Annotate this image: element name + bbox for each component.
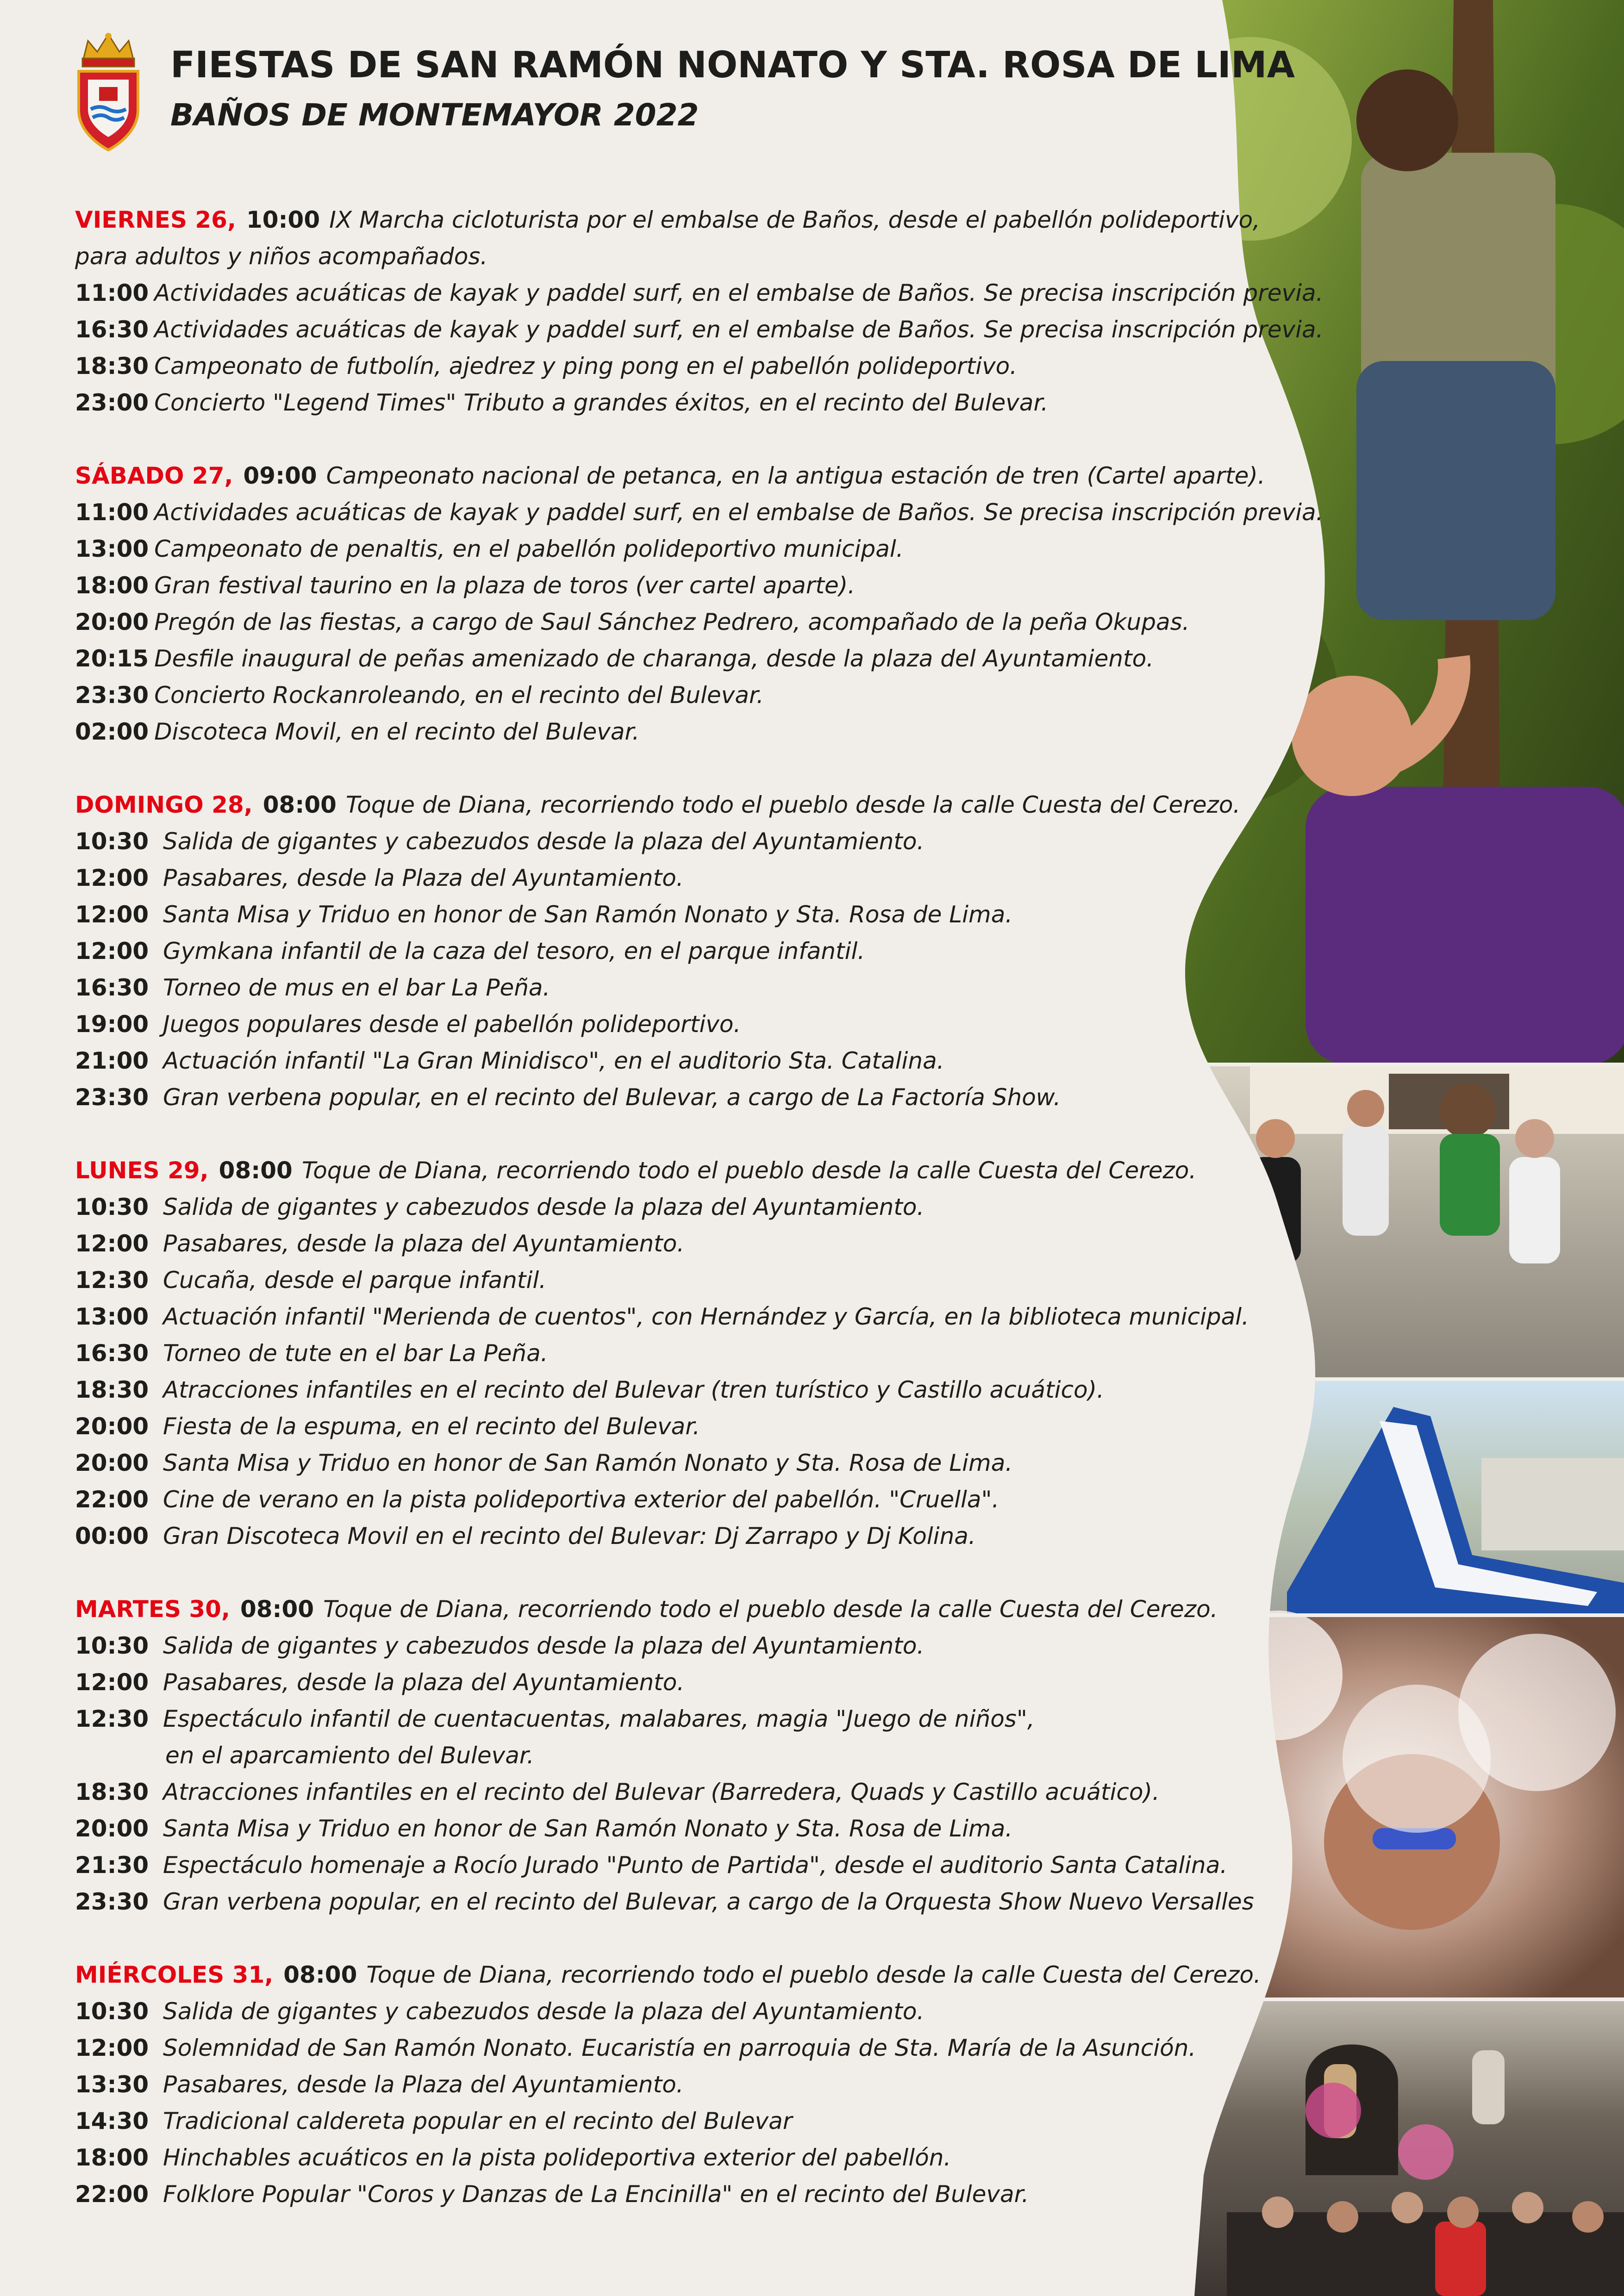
event-description: IX Marcha cicloturista por el embalse de Baños, desde el pabellón polideportivo, [329,206,1260,233]
event-row [75,1701,1279,1737]
event-row [75,348,1279,385]
event-description: Juegos populares desde el pabellón polideportivo. [163,1011,741,1038]
event-row [75,494,1324,531]
day-section [75,1591,1279,1920]
event-description: Santa Misa y Triduo en honor de San Ramón Nonato y Sta. Rosa de Lima. [163,1815,1013,1842]
event-time: 21:00 [75,1047,149,1074]
event-time: 00:00 [75,1523,149,1549]
event-time: 14:30 [75,2108,149,2134]
event-description: Salida de gigantes y cabezudos desde la plaza del Ayuntamiento. [163,828,924,855]
event-description: Toque de Diana, recorriendo todo el pueblo desde la calle Cuesta del Cerezo. [301,1157,1197,1184]
day-label: DOMINGO 28, [75,791,253,818]
event-description: Salida de gigantes y cabezudos desde la plaza del Ayuntamiento. [163,1632,924,1659]
event-time: 02:00 [75,718,149,745]
event-time: 12:00 [75,1230,149,1257]
event-row [75,860,1279,896]
event-description: Concierto "Legend Times" Tributo a grandes éxitos, en el recinto del Bulevar. [154,389,1049,416]
event-description: Toque de Diana, recorriendo todo el pueblo desde la calle Cuesta del Cerezo. [366,1961,1261,1988]
event-row [75,385,1279,421]
event-description: Gran Discoteca Movil en el recinto del Bulevar: Dj Zarrapo y Dj Kolina. [163,1523,976,1549]
event-description: Atracciones infantiles en el recinto del Bulevar (tren turístico y Castillo acuático). [163,1376,1105,1403]
event-row [75,1811,1279,1847]
event-description: Torneo de mus en el bar La Peña. [163,974,550,1001]
event-row [75,2103,1279,2140]
event-time: 20:00 [75,609,149,635]
day-section [75,787,1279,1116]
event-description: Salida de gigantes y cabezudos desde la plaza del Ayuntamiento. [163,1194,924,1220]
event-description: Cine de verano en la pista polideportiva exterior del pabellón. "Cruella". [163,1486,999,1513]
event-description: Torneo de tute en el bar La Peña. [163,1340,548,1367]
event-time: 18:00 [75,572,149,599]
event-time: 13:30 [75,2071,149,2098]
event-time: 16:30 [75,316,149,343]
event-row [75,1445,1279,1481]
event-description: Pregón de las fiestas, a cargo de Saul Sánchez Pedrero, acompañado de la peña Okupas. [154,609,1190,635]
event-description: Salida de gigantes y cabezudos desde la plaza del Ayuntamiento. [163,1998,924,2025]
event-time: 18:00 [75,2144,149,2171]
event-description: Discoteca Movil, en el recinto del Bulevar. [154,718,640,745]
day-section [75,1957,1279,2213]
event-row [75,1628,1279,1664]
event-row [75,823,1279,860]
event-time: 12:00 [75,2035,149,2061]
day-section [75,458,1324,750]
event-description: Fiesta de la espuma, en el recinto del Bulevar. [163,1413,700,1440]
event-continuation [75,1737,1279,1774]
event-time: 12:00 [75,938,149,964]
event-time: 22:00 [75,1486,149,1513]
event-description-cont: para adultos y niños acompañados. [75,243,488,270]
event-description: Pasabares, desde la plaza del Ayuntamiento. [163,1230,685,1257]
event-time: 16:30 [75,1340,149,1367]
event-row [75,896,1279,933]
event-time: 18:30 [75,353,149,380]
event-time: 20:15 [75,645,149,672]
day-header [75,202,1279,238]
event-time: 18:30 [75,1779,149,1805]
event-time: 11:00 [75,499,149,526]
event-row [75,1079,1279,1116]
event-row [75,1481,1279,1518]
event-row [75,1993,1279,2030]
event-row [75,1847,1279,1884]
event-row [75,275,1324,311]
event-row [75,531,1279,567]
event-time: 23:00 [75,389,149,416]
event-time: 10:30 [75,1194,149,1220]
event-description: Actividades acuáticas de kayak y paddel surf, en el embalse de Baños. Se precisa inscripción previa. [154,499,1324,526]
event-description: Gran festival taurino en la plaza de toros (ver cartel aparte). [154,572,856,599]
event-description: Pasabares, desde la Plaza del Ayuntamiento. [163,2071,684,2098]
event-time: 12:30 [75,1705,149,1732]
day-header [75,1152,1279,1189]
event-row [75,1518,1279,1555]
event-row [75,604,1279,641]
event-time: 13:00 [75,535,149,562]
page-subtitle: BAÑOS DE MONTEMAYOR 2022 [170,97,699,133]
event-time: 09:00 [243,462,317,489]
event-row [75,1006,1279,1043]
event-row [75,933,1279,970]
event-row [75,1774,1279,1811]
event-description: Actividades acuáticas de kayak y paddel surf, en el embalse de Baños. Se precisa inscripción previa. [154,280,1324,306]
event-time: 08:00 [240,1596,314,1623]
event-row [75,677,1279,714]
event-time: 23:30 [75,1888,149,1915]
event-description: Folklore Popular "Coros y Danzas de La Encinilla" en el recinto del Bulevar. [163,2181,1029,2208]
event-time: 08:00 [283,1961,357,1988]
day-section [75,202,1324,421]
event-description: Atracciones infantiles en el recinto del Bulevar (Barredera, Quads y Castillo acuático). [163,1779,1160,1805]
page-title: FIESTAS DE SAN RAMÓN NONATO Y STA. ROSA DE LIMA [170,44,1295,86]
event-time: 23:30 [75,682,149,709]
event-description: Gran verbena popular, en el recinto del Bulevar, a cargo de la Orquesta Show Nuevo Versalles [163,1888,1254,1915]
event-time: 23:30 [75,1084,149,1111]
event-time: 11:00 [75,280,149,306]
event-time: 10:30 [75,1998,149,2025]
event-time: 22:00 [75,2181,149,2208]
event-row [75,1226,1279,1262]
day-header [75,458,1279,494]
event-row [75,1299,1279,1335]
event-description: Solemnidad de San Ramón Nonato. Eucaristía en parroquia de Sta. María de la Asunción. [163,2035,1196,2061]
event-time: 16:30 [75,974,149,1001]
day-header [75,1957,1279,1993]
event-row [75,970,1279,1006]
event-time: 20:00 [75,1815,149,1842]
event-description: Toque de Diana, recorriendo todo el pueblo desde la calle Cuesta del Cerezo. [323,1596,1218,1623]
event-description: Espectáculo homenaje a Rocío Jurado "Punto de Partida", desde el auditorio Santa Catalina. [163,1852,1228,1879]
day-label: MARTES 30, [75,1596,230,1623]
event-time: 20:00 [75,1450,149,1476]
event-row [75,714,1279,750]
event-description: Santa Misa y Triduo en honor de San Ramón Nonato y Sta. Rosa de Lima. [163,901,1013,928]
event-description: Gymkana infantil de la caza del tesoro, en el parque infantil. [163,938,865,964]
event-time: 08:00 [219,1157,293,1184]
event-description: Gran verbena popular, en el recinto del Bulevar, a cargo de La Factoría Show. [163,1084,1061,1111]
event-row [75,1189,1279,1226]
event-description: Pasabares, desde la Plaza del Ayuntamiento. [163,865,684,891]
event-time: 10:30 [75,828,149,855]
event-time: 12:00 [75,1669,149,1696]
day-label: LUNES 29, [75,1157,209,1184]
event-time: 10:00 [246,206,320,233]
event-description: Pasabares, desde la plaza del Ayuntamiento. [163,1669,685,1696]
event-row [75,2176,1279,2213]
event-description-cont: en el aparcamiento del Bulevar. [165,1742,534,1769]
event-row [75,1884,1279,1920]
day-section [75,1152,1279,1555]
event-description: Desfile inaugural de peñas amenizado de charanga, desde la plaza del Ayuntamiento. [154,645,1154,672]
event-continuation [75,238,1279,275]
event-row [75,2140,1279,2176]
event-row [75,1664,1279,1701]
event-time: 10:30 [75,1632,149,1659]
event-description: Cucaña, desde el parque infantil. [163,1267,547,1294]
event-description: Campeonato de penaltis, en el pabellón polideportivo municipal. [154,535,904,562]
event-description: Actividades acuáticas de kayak y paddel surf, en el embalse de Baños. Se precisa inscripción previa. [154,316,1324,343]
event-row [75,1408,1279,1445]
event-row [75,1372,1279,1408]
day-header [75,787,1279,823]
event-row [75,567,1279,604]
event-description: Campeonato nacional de petanca, en la antigua estación de tren (Cartel aparte). [326,462,1265,489]
event-row [75,641,1279,677]
event-row [75,2030,1279,2066]
day-label: MIÉRCOLES 31, [75,1961,274,1988]
day-label: VIERNES 26, [75,206,236,233]
event-time: 12:30 [75,1267,149,1294]
event-description: Actuación infantil "La Gran Minidisco", en el auditorio Sta. Catalina. [163,1047,944,1074]
event-description: Concierto Rockanroleando, en el recinto del Bulevar. [154,682,764,709]
event-row [75,1335,1279,1372]
day-header [75,1591,1279,1628]
event-description: Tradicional caldereta popular en el recinto del Bulevar [163,2108,793,2134]
program-schedule [75,202,1324,2249]
event-description: Actuación infantil "Merienda de cuentos", con Hernández y García, en la biblioteca municipal. [163,1303,1249,1330]
event-time: 13:00 [75,1303,149,1330]
event-description: Espectáculo infantil de cuentacuentas, malabares, magia "Juego de niños", [163,1705,1035,1732]
coat-of-arms-icon [74,31,143,153]
event-row [75,1043,1279,1079]
event-time: 18:30 [75,1376,149,1403]
event-row [75,311,1324,348]
event-description: Toque de Diana, recorriendo todo el pueblo desde la calle Cuesta del Cerezo. [345,791,1241,818]
event-time: 12:00 [75,865,149,891]
event-description: Santa Misa y Triduo en honor de San Ramón Nonato y Sta. Rosa de Lima. [163,1450,1013,1476]
event-time: 21:30 [75,1852,149,1879]
event-time: 20:00 [75,1413,149,1440]
day-label: SÁBADO 27, [75,462,233,489]
event-time: 12:00 [75,901,149,928]
event-row [75,2066,1279,2103]
event-row [75,1262,1279,1299]
event-description: Campeonato de futbolín, ajedrez y ping pong en el pabellón polideportivo. [154,353,1018,380]
event-time: 08:00 [262,791,337,818]
event-description: Hinchables acuáticos en la pista polideportiva exterior del pabellón. [163,2144,951,2171]
event-time: 19:00 [75,1011,149,1038]
